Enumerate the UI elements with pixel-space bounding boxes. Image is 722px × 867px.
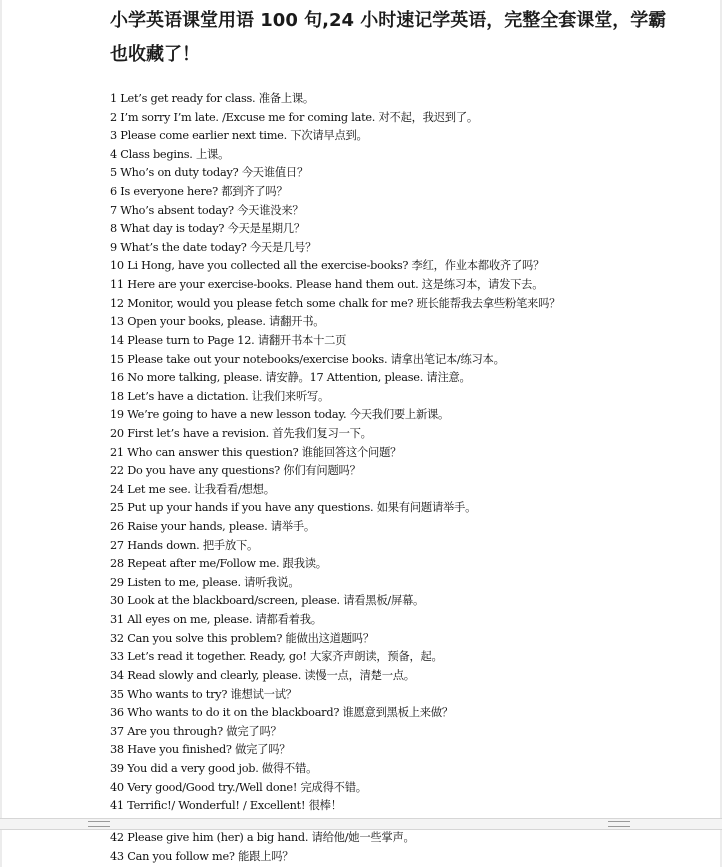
list-item: 33 Let’s read it together. Ready, go! 大家齐声朗读，预备，起。 xyxy=(110,650,443,664)
page-break-marker-right xyxy=(608,821,630,827)
page-left-edge xyxy=(0,0,2,867)
list-item: 38 Have you finished? 做完了吗？ xyxy=(110,743,291,757)
list-item: 14 Please turn to Page 12. 请翻开书本十二页 xyxy=(110,333,347,347)
list-item: 42 Please give him (her) a big hand. 请给他/她一些掌声。 xyxy=(110,831,415,844)
list-item: 37 Are you through? 做完了吗？ xyxy=(110,724,282,738)
list-item: 36 Who wants to do it on the blackboard? 谁愿意到黑板上来做？ xyxy=(110,706,453,720)
list-item: 4 Class begins. 上课。 xyxy=(110,147,230,161)
list-item: 3 Please come earlier next time. 下次请早点到。 xyxy=(110,129,368,143)
list-item: 41 Terrific!/ Wonderful! / Excellent! 很棒！ xyxy=(110,799,342,813)
list-item: 22 Do you have any questions? 你们有问题吗？ xyxy=(110,464,361,478)
phrase-list-next-page xyxy=(110,829,415,866)
list-item: 30 Look at the blackboard/screen, please. 请看黑板/屏幕。 xyxy=(110,594,425,608)
list-item: 11 Here are your exercise-books. Please hand them out. 这是练习本，请发下去。 xyxy=(110,278,544,292)
list-item: 26 Raise your hands, please. 请举手。 xyxy=(110,520,315,534)
list-item: 18 Let’s have a dictation. 让我们来听写。 xyxy=(110,389,330,403)
list-item: 21 Who can answer this question? 谁能回答这个问题？ xyxy=(110,445,402,459)
list-item: 9 What’s the date today? 今天是几号？ xyxy=(110,240,317,254)
list-item: 16 No more talking, please. 请安静。17 Attention, please. 请注意。 xyxy=(110,371,471,385)
list-item: 13 Open your books, please. 请翻开书。 xyxy=(110,315,325,329)
list-item: 32 Can you solve this problem? 能做出这道题吗？ xyxy=(110,631,374,645)
list-item: 27 Hands down. 把手放下。 xyxy=(110,538,259,552)
list-item: 15 Please take out your notebooks/exercise books. 请拿出笔记本/练习本。 xyxy=(110,352,505,366)
list-item: 1 Let’s get ready for class. 准备上课。 xyxy=(110,92,314,105)
list-item: 39 You did a very good job. 做得不错。 xyxy=(110,761,318,775)
page-break-marker-left xyxy=(88,821,110,827)
list-item: 35 Who wants to try? 谁想试一试？ xyxy=(110,687,297,701)
list-item: 20 First let’s have a revision. 首先我们复习一下。 xyxy=(110,426,372,440)
list-item: 10 Li Hong, have you collected all the exercise-books? 李红，作业本都收齐了吗？ xyxy=(110,259,545,273)
document-title: 小学英语课堂用语 100 句,24 小时速记学英语，完整全套课堂，学霸也收藏了！ xyxy=(110,10,667,65)
list-item: 34 Read slowly and clearly, please. 读慢一点，清楚一点。 xyxy=(110,668,415,682)
list-item: 2 I’m sorry I’m late. /Excuse me for coming late. 对不起，我迟到了。 xyxy=(110,110,478,124)
list-item: 12 Monitor, would you please fetch some chalk for me? 班长能帮我去拿些粉笔来吗？ xyxy=(110,296,561,310)
list-item: 43 Can you follow me? 能跟上吗？ xyxy=(110,849,294,863)
phrase-list xyxy=(110,90,710,816)
list-item: 25 Put up your hands if you have any questions. 如果有问题请举手。 xyxy=(110,501,477,515)
list-item: 19 We’re going to have a new lesson today. 今天我们要上新课。 xyxy=(110,408,450,422)
list-item: 6 Is everyone here? 都到齐了吗？ xyxy=(110,185,288,199)
list-item: 8 What day is today? 今天是星期几？ xyxy=(110,222,305,236)
list-item: 28 Repeat after me/Follow me. 跟我读。 xyxy=(110,557,327,571)
list-item: 7 Who’s absent today? 今天谁没来？ xyxy=(110,203,304,217)
list-item: 40 Very good/Good try./Well done! 完成得不错。 xyxy=(110,780,367,794)
list-item: 5 Who’s on duty today? 今天谁值日？ xyxy=(110,166,309,180)
list-item: 29 Listen to me, please. 请听我说。 xyxy=(110,575,300,589)
list-item: 31 All eyes on me, please. 请都看着我。 xyxy=(110,613,322,627)
list-item: 24 Let me see. 让我看看/想想。 xyxy=(110,482,275,496)
